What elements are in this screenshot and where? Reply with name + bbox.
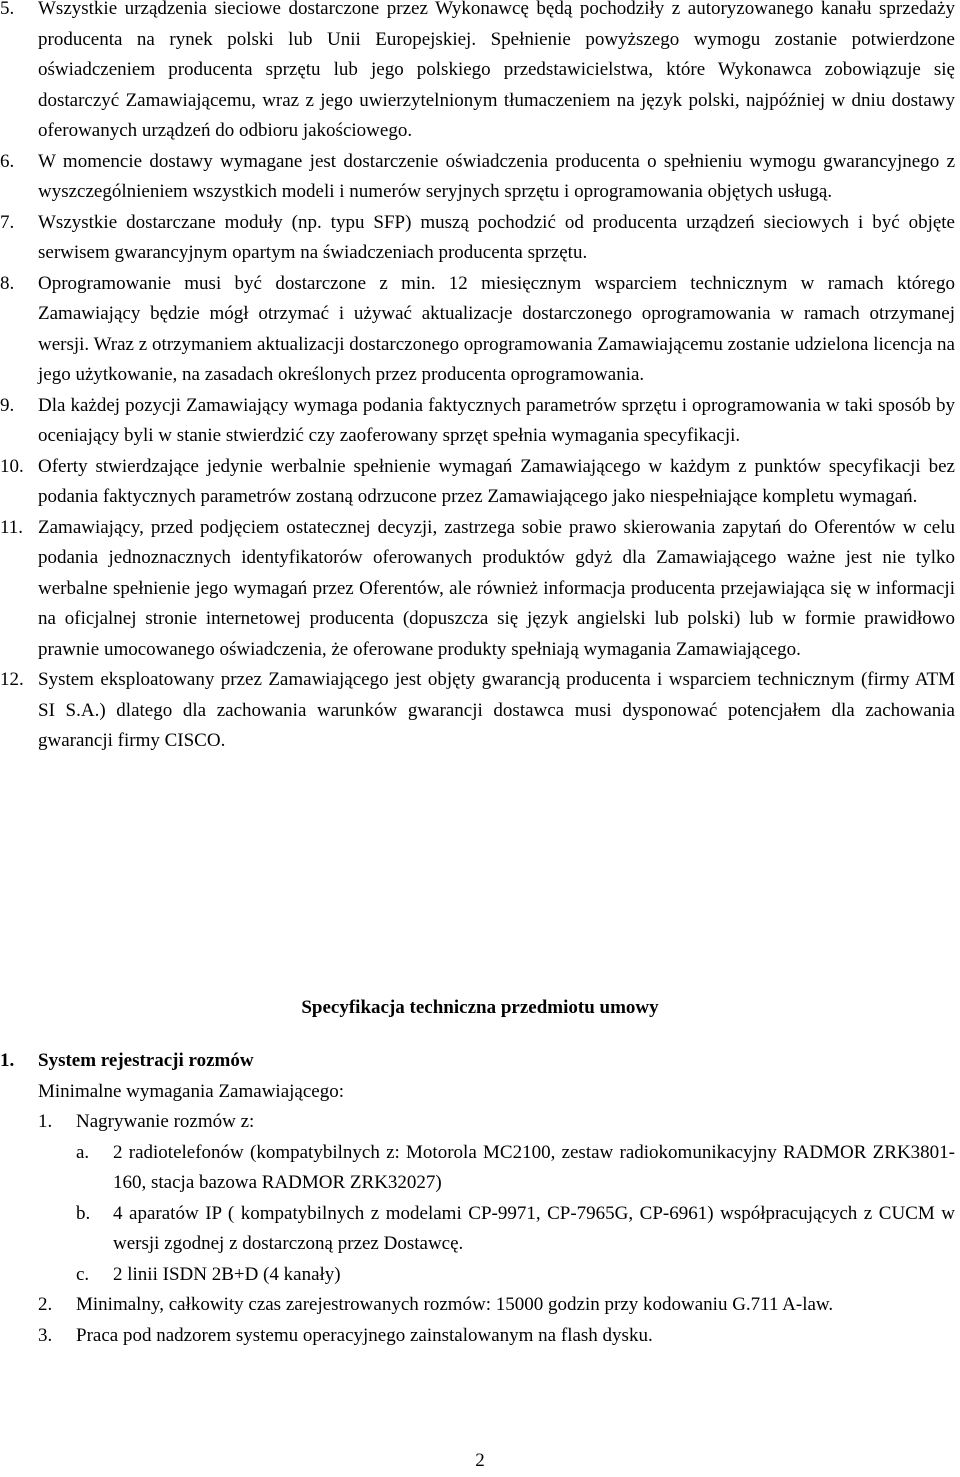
- item-number: 7.: [0, 211, 15, 233]
- item-text: W momencie dostawy wymagane jest dostarczenie oświadczenia producenta o spełnieniu wymogu gwarancyjnego z wyszczególnieniem wszystkich modeli i numerów seryjnych sprzętu i oprogramowania objętych usługą.: [38, 150, 955, 202]
- list-item: [0, 147, 955, 208]
- item-text: Oprogramowanie musi być dostarczone z min. 12 miesięcznym wsparciem technicznym w ramach którego Zamawiający będzie mógł otrzymać i używać aktualizacje dostarczonego oprogramowania w ramach otrzymanej wersji. Wraz z otrzymaniem aktualizacji dostarczonego oprogramowania Zamawiającemu zostanie udzielona licencja na jego użytkowanie, na zasadach określonych przez producenta oprogramowania.: [38, 272, 955, 385]
- spec-point: [0, 1290, 955, 1321]
- item-text: Oferty stwierdzające jedynie werbalnie spełnienie wymagań Zamawiającego w każdym z punktów specyfikacji bez podania faktycznych parametrów zostaną odrzucone przez Zamawiającego jako niespełniające kompletu wymagań.: [38, 455, 955, 507]
- item-text: System eksploatowany przez Zamawiającego jest objęty gwarancją producenta i wsparciem technicznym (firmy ATM SI S.A.) dlatego dla zachowania warunków gwarancji dostawca musi dysponować potencjałem dla zachowania gwarancji firmy CISCO.: [38, 669, 955, 751]
- subpoint-text: 2 radiotelefonów (kompatybilnych z: Motorola MC2100, zestaw radiokomunikacyjny RADMOR ZRK3801-160, stacja bazowa RADMOR ZRK32027): [113, 1141, 955, 1193]
- point-number: 3.: [38, 1324, 53, 1346]
- item-number: 6.: [0, 150, 15, 172]
- spec-point: [0, 1107, 955, 1138]
- item-number: 5.: [0, 0, 15, 19]
- subpoint-letter: a.: [76, 1141, 90, 1163]
- section-title: [0, 1046, 955, 1077]
- list-item: [0, 665, 955, 757]
- list-item: [0, 513, 955, 666]
- point-number: 2.: [38, 1294, 53, 1315]
- spec-point: [0, 1321, 955, 1352]
- item-number: 11.: [0, 516, 24, 538]
- subpoint-text: 2 linii ISDN 2B+D (4 kanały): [113, 1263, 341, 1285]
- list-item: [0, 391, 955, 452]
- section-number: 1.: [0, 1050, 15, 1071]
- point-number: 1.: [38, 1111, 53, 1132]
- list-item: [0, 0, 955, 147]
- subpoint-letter: b.: [76, 1202, 91, 1224]
- point-text: Nagrywanie rozmów z:: [76, 1111, 255, 1132]
- list-item: [0, 208, 955, 269]
- spec-heading: Specyfikacja techniczna przedmiotu umowy: [301, 997, 659, 1018]
- item-text: Wszystkie urządzenia sieciowe dostarczone przez Wykonawcę będą pochodziły z autoryzowanego kanału sprzedaży producenta na rynek polski lub Unii Europejskiej. Spełnienie powyższego wymogu zostanie potwierdzone oświadczeniem producenta sprzętu lub jego polskiego przedstawicielstwa, które Wykonawca zobowiązuje się dostarczyć Zamawiającemu, wraz z jego uwierzytelnionym tłumaczeniem na język polski, najpóźniej w dniu dostawy oferowanych urządzeń do odbioru jakościowego.: [38, 0, 955, 141]
- section-title-text: System rejestracji rozmów: [38, 1050, 254, 1071]
- item-text: Wszystkie dostarczane moduły (np. typu SFP) muszą pochodzić od producenta urządzeń sieciowych i być objęte serwisem gwarancyjnym opartym na świadczeniach producenta sprzętu.: [38, 211, 955, 263]
- item-number: 8.: [0, 272, 15, 294]
- item-number: 12.: [0, 669, 24, 690]
- spec-subpoint: [0, 1138, 955, 1199]
- subpoint-text: 4 aparatów IP ( kompatybilnych z modelami CP-9971, CP-7965G, CP-6961) współpracujących z CUCM w wersji zgodnej z dostarczoną przez Dostawcę.: [113, 1202, 955, 1254]
- list-item: [0, 452, 955, 513]
- spec-subpoint: [0, 1260, 955, 1291]
- item-number: 10.: [0, 455, 24, 477]
- page-number: 2: [475, 1450, 485, 1471]
- point-text: Minimalny, całkowity czas zarejestrowanych rozmów: 15000 godzin przy kodowaniu G.711 A-law.: [76, 1294, 834, 1315]
- section-subtitle: Minimalne wymagania Zamawiającego:: [38, 1080, 344, 1102]
- list-item: [0, 269, 955, 391]
- item-text: Zamawiający, przed podjęciem ostatecznej decyzji, zastrzega sobie prawo skierowania zapytań do Oferentów w celu podania jednoznacznych identyfikatorów oferowanych produktów gdyż dla Zamawiającego ważne jest nie tylko werbalne spełnienie jego wymagań przez Oferentów, ale również informacja producenta przejawiająca się w informacji na oficjalnej stronie internetowej producenta (dopuszcza się język angielski lub polski) lub w formie prawidłowo prawnie umocowanego oświadczenia, że oferowane produkty spełniają wymagania Zamawiającego.: [38, 516, 955, 660]
- item-text: Dla każdej pozycji Zamawiający wymaga podania faktycznych parametrów sprzętu i oprogramowania w taki sposób by oceniający byli w stanie stwierdzić czy zaoferowany sprzęt spełnia wymagania specyfikacji.: [38, 394, 955, 446]
- item-number: 9.: [0, 394, 15, 416]
- spec-subpoint: [0, 1199, 955, 1260]
- subpoint-letter: c.: [76, 1263, 90, 1285]
- spec-section: [0, 1046, 955, 1351]
- point-text: Praca pod nadzorem systemu operacyjnego zainstalowanym na flash dysku.: [76, 1324, 653, 1346]
